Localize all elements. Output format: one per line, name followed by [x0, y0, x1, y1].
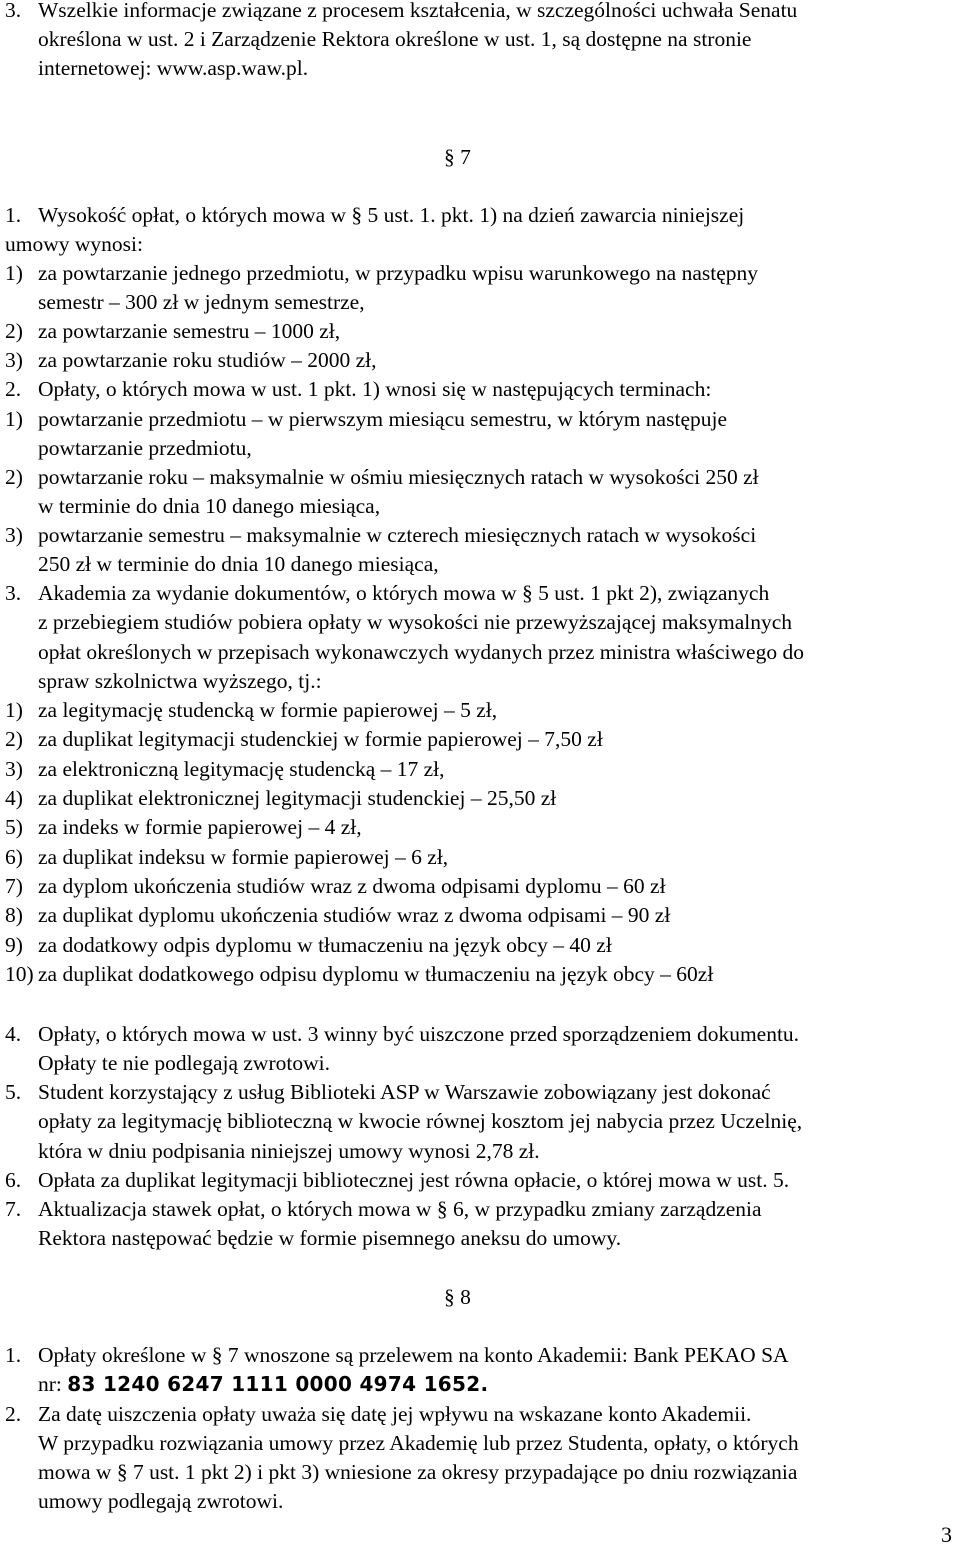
paragraph-line: z przebiegiem studiów pobiera opłaty w wysokości nie przewyższającej maksymalnych [38, 610, 793, 634]
paragraph-line: powtarzanie przedmiotu – w pierwszym miesiącu semestru, w którym następuje [38, 407, 727, 431]
account-prefix: nr: [38, 1372, 62, 1396]
paragraph-line: za powtarzanie semestru – 1000 zł, [38, 319, 341, 343]
subitem-number: 3) [5, 348, 23, 372]
section-heading: § 8 [444, 1285, 471, 1309]
fee-item-text: za elektroniczną legitymację studencką – 17 zł, [38, 757, 445, 781]
fee-item-text: za legitymację studencką w formie papierowej – 5 zł, [38, 698, 498, 722]
paragraph-line: semestr – 300 zł w jednym semestrze, [38, 290, 365, 314]
item-number: 4. [5, 1022, 22, 1046]
paragraph-line: która w dniu podpisania niniejszej umowy wynosi 2,78 zł. [38, 1139, 540, 1163]
fee-item-number: 5) [5, 815, 23, 839]
paragraph-line: powtarzanie semestru – maksymalnie w czterech miesięcznych ratach w wysokości [38, 523, 757, 547]
paragraph-line: w terminie do dnia 10 danego miesiąca, [38, 494, 381, 518]
link-text: internetowej: www.asp.waw.pl. [38, 56, 309, 80]
paragraph-line [38, 1370, 488, 1399]
paragraph-line: Opłaty te nie podlegają zwrotowi. [38, 1051, 330, 1075]
paragraph-line: opłaty za legitymację biblioteczną w kwocie równej kosztom jej nabycia przez Uczelnię, [38, 1109, 803, 1133]
fee-item-text: za duplikat dodatkowego odpisu dyplomu w tłumaczeniu na język obcy – 60zł [38, 962, 714, 986]
fee-item-number: 4) [5, 786, 23, 810]
item-number: 2. [5, 377, 22, 401]
paragraph-line: Za datę uiszczenia opłaty uważa się datę jej wpływu na wskazane konto Akademii. [38, 1402, 752, 1426]
fee-item-number: 8) [5, 903, 23, 927]
item-number: 3. [5, 0, 22, 22]
paragraph-line: powtarzanie przedmiotu, [38, 436, 252, 460]
paragraph-line: Akademia za wydanie dokumentów, o których mowa w § 5 ust. 1 pkt 2), związanych [38, 581, 770, 605]
fee-item-number: 9) [5, 933, 23, 957]
paragraph-line: Student korzystający z usług Biblioteki ASP w Warszawie zobowiązany jest dokonać [38, 1080, 771, 1104]
paragraph-line: mowa w § 7 ust. 1 pkt 2) i pkt 3) wniesione za okresy przypadające po dniu rozwiązania [38, 1460, 798, 1484]
paragraph-line: za powtarzanie jednego przedmiotu, w przypadku wpisu warunkowego na następny [38, 261, 759, 285]
item-number: 6. [5, 1168, 22, 1192]
paragraph-line: Wszelkie informacje związane z procesem kształcenia, w szczególności uchwała Senatu [38, 0, 798, 22]
paragraph-line: Opłaty określone w § 7 wnoszone są przelewem na konto Akademii: Bank PEKAO SA [38, 1343, 789, 1367]
paragraph-line: umowy podlegają zwrotowi. [38, 1489, 284, 1513]
item-number: 1. [5, 1343, 22, 1367]
page-number: 3 [941, 1522, 952, 1547]
paragraph-line: za powtarzanie roku studiów – 2000 zł, [38, 348, 377, 372]
subitem-number: 2) [5, 465, 23, 489]
fee-item-text: za dodatkowy odpis dyplomu w tłumaczeniu na język obcy – 40 zł [38, 933, 612, 957]
fee-item-text: za duplikat legitymacji studenckiej w formie papierowej – 7,50 zł [38, 727, 603, 751]
fee-item-text: za dyplom ukończenia studiów wraz z dwoma odpisami dyplomu – 60 zł [38, 874, 666, 898]
fee-item-text: za duplikat elektronicznej legitymacji studenckiej – 25,50 zł [38, 786, 557, 810]
paragraph-line: 250 zł w terminie do dnia 10 danego miesiąca, [38, 552, 439, 576]
paragraph-line: powtarzanie roku – maksymalnie w ośmiu miesięcznych ratach w wysokości 250 zł [38, 465, 759, 489]
subitem-number: 1) [5, 407, 23, 431]
fee-item-number: 1) [5, 698, 23, 722]
fee-item-text: za indeks w formie papierowej – 4 zł, [38, 815, 362, 839]
fee-item-number: 2) [5, 727, 23, 751]
bank-account-number: 83 1240 6247 1111 0000 4974 1652. [67, 1372, 489, 1396]
item-number: 1. [5, 203, 22, 227]
fee-item-number: 6) [5, 845, 23, 869]
paragraph-line: Opłaty, o których mowa w ust. 3 winny być uiszczone przed sporządzeniem dokumentu. [38, 1022, 800, 1046]
paragraph-line: opłat określonych w przepisach wykonawczych wydanych przez ministra właściwego do [38, 640, 804, 664]
subitem-number: 2) [5, 319, 23, 343]
paragraph-line: Opłaty, o których mowa w ust. 1 pkt. 1) wnosi się w następujących terminach: [38, 377, 712, 401]
fee-item-text: za duplikat dyplomu ukończenia studiów wraz z dwoma odpisami – 90 zł [38, 903, 671, 927]
subitem-number: 1) [5, 261, 23, 285]
paragraph-line: umowy wynosi: [5, 232, 143, 256]
fee-item-number: 10) [5, 962, 34, 986]
paragraph-line: Opłata za duplikat legitymacji bibliotecznej jest równa opłacie, o której mowa w ust. 5. [38, 1168, 790, 1192]
fee-item-number: 7) [5, 874, 23, 898]
paragraph-line: W przypadku rozwiązania umowy przez Akademię lub przez Studenta, opłaty, o których [38, 1431, 799, 1455]
paragraph-line: Wysokość opłat, o których mowa w § 5 ust. 1. pkt. 1) na dzień zawarcia niniejszej [38, 203, 745, 227]
paragraph-line: określona w ust. 2 i Zarządzenie Rektora określone w ust. 1, są dostępne na stronie [38, 27, 752, 51]
paragraph-line: spraw szkolnictwa wyższego, tj.: [38, 669, 322, 693]
item-number: 7. [5, 1197, 22, 1221]
fee-item-text: za duplikat indeksu w formie papierowej – 6 zł, [38, 845, 449, 869]
paragraph-line: Rektora następować będzie w formie pisemnego aneksu do umowy. [38, 1226, 622, 1250]
subitem-number: 3) [5, 523, 23, 547]
section-heading: § 7 [444, 145, 471, 169]
item-number: 3. [5, 581, 22, 605]
fee-item-number: 3) [5, 757, 23, 781]
item-number: 2. [5, 1402, 22, 1426]
item-number: 5. [5, 1080, 22, 1104]
paragraph-line: Aktualizacja stawek opłat, o których mowa w § 6, w przypadku zmiany zarządzenia [38, 1197, 762, 1221]
